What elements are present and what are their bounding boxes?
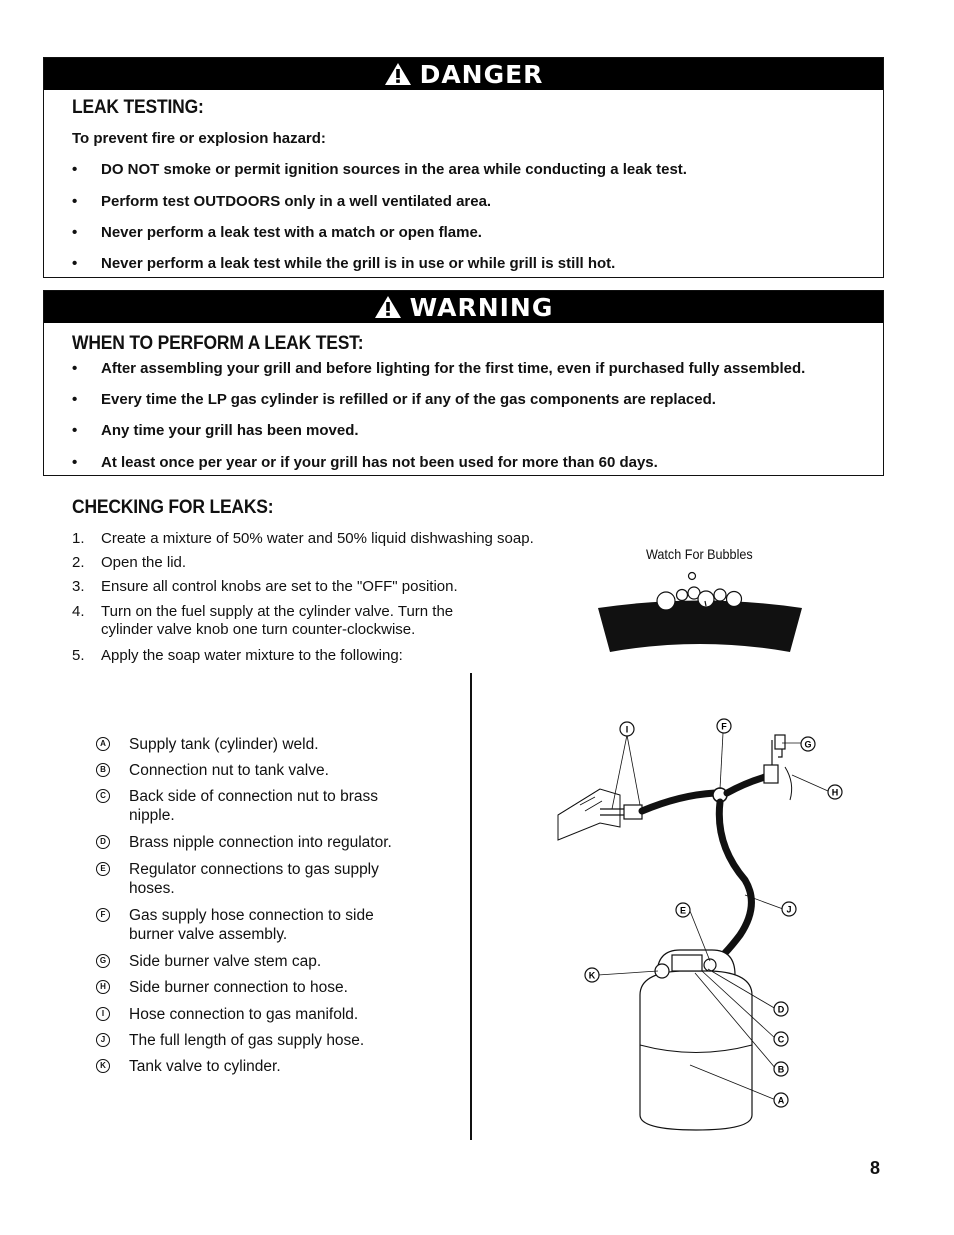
svg-text:B: B (777, 1064, 785, 1075)
diagram-label (828, 785, 842, 799)
svg-text:D: D (777, 1004, 785, 1015)
svg-text:C: C (777, 1034, 785, 1045)
letter-badge: E (96, 862, 110, 876)
gas-system-diagram (540, 705, 860, 1135)
diagram-label (620, 722, 634, 736)
diagram-label (774, 1032, 788, 1046)
svg-text:K: K (588, 970, 596, 981)
letter-badge: A (96, 737, 110, 751)
warning-box (43, 290, 884, 476)
diagram-label (585, 968, 599, 982)
diagram-label (774, 1093, 788, 1107)
svg-text:H: H (831, 787, 839, 798)
warning-banner-text: WARNING (409, 292, 554, 322)
letter-badge: G (96, 954, 110, 968)
warning-triangle-icon (374, 295, 402, 319)
svg-text:E: E (679, 905, 687, 916)
letter-badge: C (96, 789, 110, 803)
danger-banner (44, 58, 883, 90)
checking-title: CHECKING FOR LEAKS: (72, 497, 274, 518)
diagram-label (774, 1002, 788, 1016)
svg-text:A: A (777, 1095, 785, 1106)
diagram-label (801, 737, 815, 751)
danger-banner-text: DANGER (419, 59, 544, 89)
bubbles-caption: Watch For Bubbles (646, 546, 753, 562)
diagram-label (782, 902, 796, 916)
diagram-label (774, 1062, 788, 1076)
diagram-label (676, 903, 690, 917)
svg-text:G: G (804, 739, 812, 750)
svg-text:I: I (625, 724, 629, 735)
column-divider (470, 673, 472, 1140)
diagram-label (717, 719, 731, 733)
svg-text:F: F (721, 721, 727, 732)
bubbles-illustration (590, 568, 810, 658)
danger-intro: To prevent fire or explosion hazard: (72, 130, 326, 147)
leak-testing-title: LEAK TESTING: (72, 97, 204, 118)
letter-badge: D (96, 835, 110, 849)
svg-text:J: J (786, 904, 792, 915)
warning-banner (44, 291, 883, 323)
letter-badge: K (96, 1059, 110, 1073)
when-to-test-title: WHEN TO PERFORM A LEAK TEST: (72, 333, 364, 354)
letter-badge: J (96, 1033, 110, 1047)
letter-badge: F (96, 908, 110, 922)
page-number: 8 (870, 1158, 881, 1178)
letter-badge: H (96, 980, 110, 994)
letter-badge: I (96, 1007, 110, 1021)
warning-triangle-icon (384, 62, 412, 86)
letter-badge: B (96, 763, 110, 777)
